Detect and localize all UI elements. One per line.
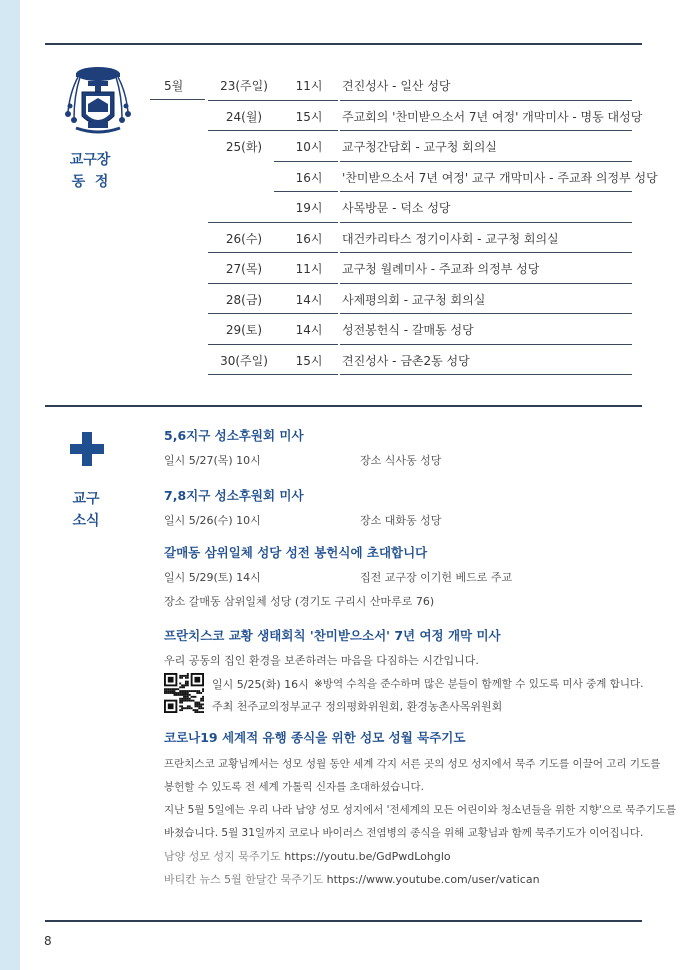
- schedule-row: [150, 192, 634, 223]
- schedule-date: 25(화): [225, 140, 263, 154]
- schedule-time: 10시: [295, 140, 323, 154]
- label-line: 동 정: [71, 174, 109, 190]
- news-when: 일시 5/26(수) 10시: [164, 514, 261, 527]
- news-title: 5,6지구 성소후원회 미사: [164, 428, 304, 443]
- news-paragraph: 봉헌할 수 있도록 전 세계 가톨릭 신자를 초대하셨습니다.: [164, 781, 424, 793]
- news-where: 장소 갈매동 삼위일체 성당 (경기도 구리시 산마루로 76): [164, 595, 435, 608]
- news-celebrant: 집전 교구장 이기헌 베드로 주교: [360, 571, 513, 584]
- schedule-event: 교구청간담회 - 교구청 회의실: [342, 140, 497, 154]
- news-link-label: 남양 성모 성지 묵주기도: [164, 850, 281, 863]
- schedule-time: 16시: [295, 170, 323, 185]
- news-link-row: [164, 871, 540, 887]
- news-title: 코로나19 세계적 유행 종식을 위한 성모 성월 묵주기도: [164, 730, 466, 745]
- schedule-date: 29(토): [225, 323, 263, 337]
- schedule-row: [150, 345, 634, 376]
- news-item: [164, 728, 677, 886]
- news-host: 주최 천주교의정부교구 정의평화위원회, 환경농촌사목위원회: [212, 700, 503, 713]
- label-line: 교구: [72, 491, 100, 507]
- news-item: [164, 426, 644, 467]
- schedule-row: [150, 101, 643, 132]
- news-item: [164, 626, 644, 713]
- schedule-row: [150, 223, 634, 254]
- row-underline: [274, 374, 338, 375]
- schedule-row: [150, 70, 634, 101]
- news-when: 일시 5/27(목) 10시: [164, 454, 261, 467]
- news-title: 프란치스코 교황 생태회칙 '찬미받으소서' 7년 여정 개막 미사: [164, 628, 501, 643]
- label-line: 소식: [72, 513, 100, 529]
- news-note: ※방역 수칙을 준수하며 많은 분들이 함께할 수 있도록 미사 중계 합니다.: [314, 678, 644, 690]
- news-item: [164, 486, 644, 527]
- news-paragraph: 지난 5월 5일에는 우리 나라 남양 성모 성지에서 '전세계의 모든 어린이와 청소년들을 위한 지향'으로 묵주기도를: [164, 804, 677, 816]
- news-link[interactable]: https://www.youtube.com/user/vatican: [326, 873, 540, 886]
- schedule-event: 대건카리타스 정기이사회 - 교구청 회의실: [342, 231, 559, 246]
- schedule-row: [150, 314, 634, 345]
- schedule-event: 교구청 월례미사 - 주교좌 의정부 성당: [342, 262, 540, 276]
- top-divider: [45, 43, 642, 45]
- month-label: 5월: [164, 79, 184, 93]
- schedule-time: 16시: [295, 231, 323, 246]
- news-title: 7,8지구 성소후원회 미사: [164, 488, 304, 503]
- news-where: 장소 식사동 성당: [360, 454, 442, 467]
- schedule-date: 30(주일): [220, 353, 268, 368]
- section-label-diocese-news: [51, 488, 121, 532]
- schedule-date: 23(주일): [220, 79, 268, 93]
- schedule-event: 견진성사 - 일산 성당: [342, 79, 451, 93]
- middle-divider: [45, 405, 642, 407]
- bottom-divider: [45, 920, 642, 922]
- schedule-event: '찬미받으소서 7년 여정' 교구 개막미사 - 주교좌 의정부 성당: [342, 170, 658, 185]
- page-number: 8: [44, 934, 52, 948]
- schedule-table: [150, 70, 658, 375]
- schedule-event: 견진성사 - 금촌2동 성당: [342, 353, 470, 368]
- schedule-date: 28(금): [225, 292, 263, 307]
- label-line: 교구장: [69, 152, 111, 168]
- schedule-event: 사목방문 - 덕소 성당: [342, 201, 451, 215]
- news-where: 장소 대화동 성당: [360, 514, 442, 527]
- schedule-event: 성전봉헌식 - 갈매동 성당: [342, 323, 474, 337]
- news-desc: 우리 공동의 집인 환경을 보존하려는 마음을 다짐하는 시간입니다.: [164, 654, 479, 667]
- news-paragraph: 프란치스코 교황님께서는 성모 성월 동안 세계 각지 서른 곳의 성모 성지에서 묵주 기도를 이끌어 고리 기도를: [164, 758, 661, 770]
- schedule-time: 14시: [295, 323, 323, 337]
- coat-of-arms-icon: [62, 62, 134, 140]
- schedule-date: 24(월): [225, 109, 263, 124]
- row-underline: [340, 374, 632, 375]
- schedule-time: 11시: [295, 79, 323, 93]
- qr-code-icon[interactable]: [164, 673, 204, 713]
- news-link-row: [164, 848, 451, 864]
- news-paragraph: 바쳤습니다. 5월 31일까지 코로나 바이러스 전염병의 종식을 위해 교황님과 함께 묵주기도가 이어집니다.: [164, 827, 644, 839]
- cross-icon: [70, 432, 104, 466]
- schedule-time: 15시: [295, 109, 323, 124]
- schedule-row: [150, 131, 634, 162]
- row-underline: [208, 374, 278, 375]
- schedule-row: [150, 162, 658, 193]
- news-title: 갈매동 삼위일체 성당 성전 봉헌식에 초대합니다: [164, 545, 428, 560]
- schedule-event: 주교회의 '찬미받으소서 7년 여정' 개막미사 - 명동 대성당: [342, 109, 643, 124]
- schedule-row: [150, 253, 634, 284]
- news-item: [164, 543, 644, 608]
- schedule-time: 11시: [295, 262, 323, 276]
- schedule-time: 14시: [295, 292, 323, 307]
- schedule-time: 19시: [295, 201, 323, 215]
- left-margin-bar: [0, 0, 20, 970]
- schedule-event: 사제평의회 - 교구청 회의실: [342, 292, 486, 307]
- news-link-label: 바티칸 뉴스 5월 한달간 묵주기도: [164, 873, 324, 886]
- news-when: 일시 5/29(토) 14시: [164, 571, 261, 584]
- schedule-row: [150, 284, 634, 315]
- schedule-date: 26(수): [225, 231, 263, 246]
- schedule-time: 15시: [295, 353, 323, 368]
- news-when: 일시 5/25(화) 16시: [212, 678, 309, 691]
- section-label-bishop-schedule: [55, 149, 125, 193]
- schedule-date: 27(목): [225, 262, 263, 276]
- news-link[interactable]: https://youtu.be/GdPwdLohglo: [284, 850, 451, 863]
